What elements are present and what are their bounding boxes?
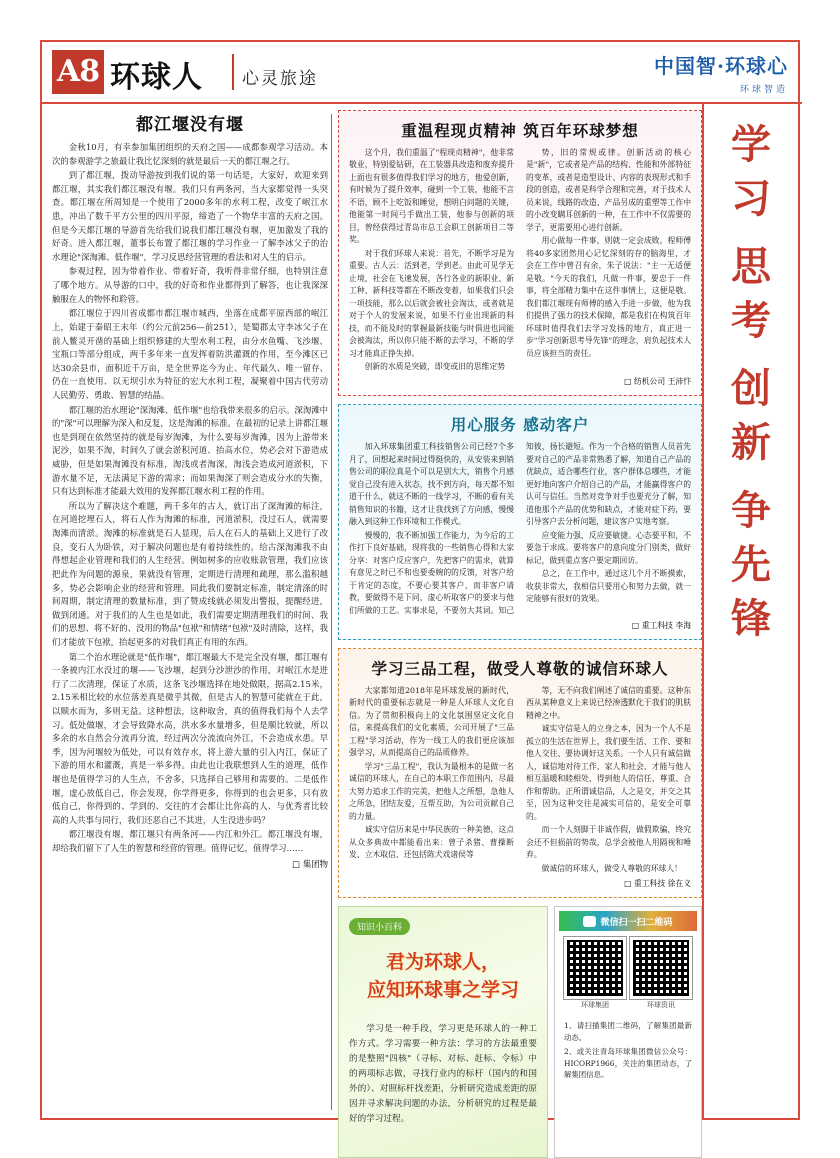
slogan-char: 锋 (731, 595, 771, 642)
paragraph: 诚实守信是人的立身之本，因为一个人不是孤立的生活在世界上，我们要生活、工作、要和他人交往、要协调好这关系。一个人只有诚信做人，诚信地对待工作、家人和社会、才能与他人相互温暖和睦相处、得到他人的信任、尊重、合作和帮助。正所谓诚信品，人之是交，并交之其至，因为这种交往是减实可信的，是安全可靠的。 (526, 724, 691, 821)
slogan-char: 思 (731, 243, 771, 290)
middle-column (338, 110, 702, 1125)
column-divider (331, 114, 332, 1110)
masthead-title: 环球人 (110, 60, 203, 95)
ad-headline-line1: 君为环球人， (385, 951, 500, 974)
paragraph: 到了都江堰，拨动导游按到我们说的第一句话是，大家好，欢迎来到都江堰，其实我们都江堰没有堰。我们只有两条河，当大家都觉得一头突查。都江堰在所周知是一个使用了2000多年的水利工程，改变了岷江水患，冲出了数千平方公里的四川平原，缔造了一个物华丰富的天府之国。但是今天都江堰的导游首先给我们说我们都江堰没有堰，更加激发了我的好奇。进入都江堰，董事长布置了都江堰的学习作业一了解李冰父子的治水理论"深淘滩、低作堰"，学习反思经营管理的看法和对人生的启示。 (52, 170, 328, 262)
vertical-slogan-banner (702, 104, 798, 1120)
paragraph: 诚实守信历来是中华民族的一种美德，这点从众多典故中都能看出来：曾子杀猪、曹操断发、立木取信、还包括陈犬戏诸侯等 (349, 825, 514, 860)
left-article-title: 都江堰没有堰 (136, 115, 244, 135)
box2-signature: □ 重工科技 李海 (631, 621, 691, 630)
article-box-3 (338, 648, 702, 898)
page-number-badge: A8 (52, 50, 104, 94)
qr-code-area (559, 931, 697, 1016)
knowledge-ad (338, 906, 548, 1158)
box2-title: 用心服务 感动客户 (450, 415, 590, 435)
ad-headline (349, 949, 537, 1004)
paragraph: 学习"三品工程"，我认为最根本的是做一名诚信的环球人，在自己的本职工作范围内，尽最大努力追求工作的完美，把他人之所想，急他人之所急，团结友爱，互帮互助，为公司贡献自己的力量。 (349, 761, 514, 821)
box2-body (349, 441, 691, 617)
article-box-2 (338, 404, 702, 640)
box1-title: 重温程现贞精神 筑百年环球梦想 (401, 121, 639, 140)
slogan-char: 考 (731, 297, 771, 344)
paragraph: 慢慢的，我不断加强工作能力，为今后的工作打下良好基础，现将我的一些销售心得和大家分享：对客户反应客户，先把客户的需求，就算有意见之时已不和也要委婉的的反馈，对客户给于肯定的态度，不要心要其客户，而非客户请教，要做得不是下同，虚心听取客户的要求与他们所做的工艺。实事求是，不要勿大其词。知己知彼，扬长避短。作为一个合格的销售人员首先要对自己的产品非常熟悉了解，知道自己产品的优缺点，适合哪些行业，客户群体总哪些，才能更好地向客户介绍自己的产品，才能赢得客户的认可与信任。当然对竞争对手也要充分了解，知道他那个产品的优势和缺点，才能对症下药，要引导客户去分析问题，建议客户实地考察。 (349, 442, 691, 615)
ad-tag-label: 知识小百科 (349, 918, 410, 935)
qr-item-right[interactable] (630, 937, 692, 1010)
wechat-icon (583, 916, 596, 927)
ad-headline-line2: 应知环球事之学习 (366, 978, 519, 1001)
left-article-body (52, 141, 328, 856)
paragraph: 对于我们环球人来说：首先，不断学习是为重要。古人云：活到老，学到老。由此可见学无止境，社会在飞速发展，各行各业的新职业、新工种、新科技等都在不断改变着，如果我们只会一项技能，那么以后就会被社会淘汰，或者就是对于个人的发展来说，如果不行业出现新的科技，而不能及时的掌握最新技能与时俱进也同能会被淘汰，所以你只能不断的去学习，不断的学习才能真正挣失掉。 (349, 248, 514, 358)
paragraph: 做诚信的环球人，做受人尊敬的环球人！ (541, 863, 682, 873)
left-article-signature: □ 集团物 (292, 858, 328, 869)
box3-body (349, 685, 691, 875)
paragraph: 总之，在工作中，通过这几个月不断摸索，收获非常大，我相信只要用心和努力去做，就一定能够有很好的效果。 (526, 569, 691, 604)
masthead (42, 42, 802, 104)
paragraph: 势，旧的常规或律。创新活动的核心是"新"，它或者是产品的结构、性能和外部特征的变革，或者是造型设计、内容的表现形式和手段的创造，或者是科学合理和完善，对于技术人员来说，线路的改造、产品另成的重塑等工作中的小改变瞒耳创新的一种，在工作中不仅需要的学子，更需要用心进行创新。 (526, 148, 691, 232)
newspaper-page (40, 40, 800, 1125)
slogan-char: 新 (731, 419, 771, 466)
slogan-char: 先 (731, 541, 771, 588)
paragraph: 加入环球集团重工科技销售公司已经7个多月了，回想起来时间过得挺快的，从安装来到销售公司的职位真是个可以是别大大，销售个月感觉自己没有进入状态，找不到方向，每天都不知道干什么，就这不断的一线学习，不断的看有关销售知识的书籍，这才让我找到了方向感，慢慢融入到这种工作环境和工作模式。 (349, 442, 514, 527)
masthead-divider (232, 54, 234, 90)
paragraph: 大家都知道2018年是环球发展的新时代，新时代的重要标志就是一种是人环球人文化自信。为了贯彻积极向上的文化氛围坚定文化自信，来提高我们的文化素质，公司开展了"三品工程"学习活动，作为一线工人的我们更应该加强学习，从而提高自己的品质修养。 (349, 686, 514, 758)
paragraph: 金秋10月，有幸参加集团组织的天府之国——成都参观学习活动。本次的参观游学之旅最让我比忆深刻的就是最后一天的都江堰之行。 (52, 142, 328, 166)
left-column (52, 110, 328, 1114)
box3-title: 学习三品工程，做受人尊敬的诚信环球人 (371, 659, 669, 678)
paragraph: 都江堰没有堰，都江堰只有两条河——内江和外江。都江堰没有堰，却给我们留下了人生的智慧和经营的管理。值得记忆，值得学习…… (52, 829, 328, 854)
ad-body (349, 1022, 537, 1127)
qr-note: 2、或关注青岛环球集团微信公众号：HICORP1966，关注的集团动态，了解集团信息。 (564, 1046, 692, 1080)
qr-panel-title: 微信扫一扫二维码 (600, 917, 673, 928)
slogan-char: 争 (731, 487, 771, 534)
brand-logo-line2: 环球智造 (739, 85, 788, 95)
paragraph: 第二个治水理论就是"低作堰"，都江堰最大不是完全没有堰，都江堰有一条被内江水没过的堰——飞沙堰，起到分沙泄沙的作用，对岷江水是进行了二次清理，保证了水质，这条飞沙堰选择在地处做限，据高2.15米，2.15米相比较的水位落差真是微乎其微，但是古人的智慧可能就在于此，以顺水而为，多则无益。这种想法，这种取舍，真的值得我们每个人去学习。低处做堰，才会导致降水高，洪水多水量增多，但是顺比较就，所以多余的水自然会分流再分流，经过两次分流流向外江，不会造成水患。早季，因为河堰较为低处，可以有效存水，将上游大量的引入内江，保证了下游的用水和灌溉，真是一举多得。由此也让我联想到人生的道理，低作堰也是值得学习的人生点，不舍多，只选择自己够用和需要的。二是低作堰，虚心放低自己，你会发现，你学得更多，你得到的也会更多，只有放低自己，你得到的、学到的、交往的才会都让比你高的人、与优秀者比较高的人共事与同行，我们还恶自己不其进，人生没进步吗？ (52, 651, 328, 825)
paragraph: 所以为了解决这个难题，两千多年的古人，就订出了深淘滩的标注，在河道挖埋石人，将石人作为淘滩的标准，河道淤积，没过石人，就需要淘滩而清淤。淘滩的标准就是石人显现，后人在石人的基础上又进行了改良，变石人为卧铁，对于解决问题也是有着持续性的。给古深淘滩我不由得想起企业管理和我们的人生经营。例如树多的应收账款管理，我们应该把此作为问题的源泉，果就没有管理，定期进行清理和疏理，那么滥积越多，势必会影响企业的经营和管理。同此我们要制定标准，制定清涤的时间周期，制定清理的数量标准，到了赞成线就必须发出警报，提醒经进，做到闭通。对于我们的人生也是如此，我们需要定期清理我们的时间、我们的思想、将不好的、没用的物品"包袱"和情绪"包袱"及时清除，这样，我们才能放下包袱，抬起更多的对我们真正有用的东西。 (52, 500, 328, 647)
qr-notes (559, 1016, 697, 1087)
brand-logo-line1: 中国智·环球心 (654, 54, 788, 78)
box1-body (349, 147, 691, 373)
qr-note: 1、请扫描集团二维码，了解集团最新动态。 (564, 1021, 692, 1042)
paragraph: 参观过程，因为带着作业、带着好奇，我听得非常仔细，也特别注意了哪个地方。从导游的口中，我的好奇和作业都得到了解答，也让我深深触服在人的物怀和聆管。 (52, 266, 328, 304)
paragraph: 等，无不向我们阐述了诚信的重要。这种东西从某种意义上来说已经渗透默化于我们的肌肤精神之中。 (526, 686, 691, 720)
slogan-char: 习 (731, 175, 771, 222)
slogan-char: 学 (731, 121, 771, 168)
box3-signature: □ 重工科技 徐在义 (624, 879, 691, 889)
paragraph: 创新的水质是突破，即变或旧的思维定势 (364, 361, 505, 371)
paragraph: 应变能力强、反应要敏捷。心态要平和，不要急于求成。要将客户的意向度分门别类，做好标记，做到重点客户要定期回访。 (526, 530, 691, 565)
advertisement-row (338, 906, 702, 1158)
qr-caption: 环球集团 (581, 1001, 609, 1010)
masthead-subtitle: 心灵旅途 (242, 69, 318, 89)
qr-item-left[interactable] (564, 937, 626, 1010)
qr-code-image[interactable] (564, 937, 626, 999)
paragraph: 而一个人刻脚于非诚作假，做假欺骗，终究会还不但损前的势哉，总学会被他人用隔视和唾弃。 (526, 825, 691, 860)
box1-signature: □ 纺机公司 王沛忭 (624, 377, 691, 387)
paragraph: 都江堰的治水理论"深淘滩、低作堰"也给我带来很多的启示。深淘滩中的"深"可以理解为深入和反复，这是淘滩的标准。在最初的记录上讲都江堰也是到现在依然坚持的就是每岁淘滩，为什么要每岁淘滩，因为上游带来泥沙，如果不淘，时间久了就会淤积河道、抬高水位，势必会对下游造成威胁，但是如果淘滩没有标准，淘浅或者淘深，淘浅会造成河道淤积，下游水量不足，无法满足下游的需求；而如果淘深了则会造成分水的失衡，只有达到标准才能最大效用的发挥都江堰水利工程的作用。 (52, 404, 328, 497)
qr-code-image[interactable] (630, 937, 692, 999)
paragraph: 用心做每一件事，则就一定会成败。程师傅将40多家团然用心记忆深刻的存的脑海里，才会在工作中曾召有余，朱子说法："主一无适便是敬。"今天的我们，凡做一件事，要忠于一件事，将全部精力集中在这件事情上，这便是敬。我们都江堰现有师傅的感入手进一步做，他为我们提供了强力的技术保障，都是我们在构筑百年环球时值得我们去学习发扬的地方，真正进一步"学习创新思考导先锋"的理念，肩负起技术人员应该担当的责任。 (526, 236, 691, 358)
brand-logo (654, 50, 788, 95)
qr-panel-header (559, 911, 697, 931)
qr-panel (554, 906, 702, 1158)
qr-caption: 环球资讯 (647, 1001, 675, 1010)
paragraph: 这个月，我们重温了"程现贞精神"，他非常敬业，特别爱钻研，在工装器具改造和废弃提升上面也有很多值得我们学习的地方，他爱创新，有时候为了提升效率，碰到一个工装，他能不言不语，顾不上吃饭和睡觉，想明白问题的关键，他能第一时间弓手做出工装，他参与创新的项目，曾经获得过青岛市总工会职工创新项目二等奖。 (349, 148, 514, 245)
slogan-char: 创 (731, 365, 771, 412)
paragraph: 都江堰位于四川省成都市都江堰市城西，坐落在成都平原西部的岷江上，始建于秦昭王末年（约公元前256—前251），是蜀郡太守李冰父子在前人鳖灵开凿的基础上组织修建的大型水利工程，由分水鱼嘴、飞沙堰、宝瓶口等部分组成，两千多年来一直发挥着防洪灌溉的作用，至今滩区已达30余县市，面积近千万亩，是全世界迄今为止、年代最久、唯一留存、仍在一直使用、以无坝引水为特征的宏大水利工程，凝聚着中国古代劳动人民勤劳、勇敢、智慧的结晶。 (52, 308, 328, 400)
article-box-1 (338, 110, 702, 396)
paragraph: 学习是一种手段，学习更是环球人的一种工作方式。学习需要一种方法：学习的方法最重要的是整照"四核"（寻标、对标、赶标、令标）中的两项标志做，寻找行业内的标杆（国内的和国外的）、对照标杆找差距，分析研究造成差距的原因并寻求解决问题的办法，分析研究的过程是最好的学习过程。 (349, 1024, 537, 1125)
